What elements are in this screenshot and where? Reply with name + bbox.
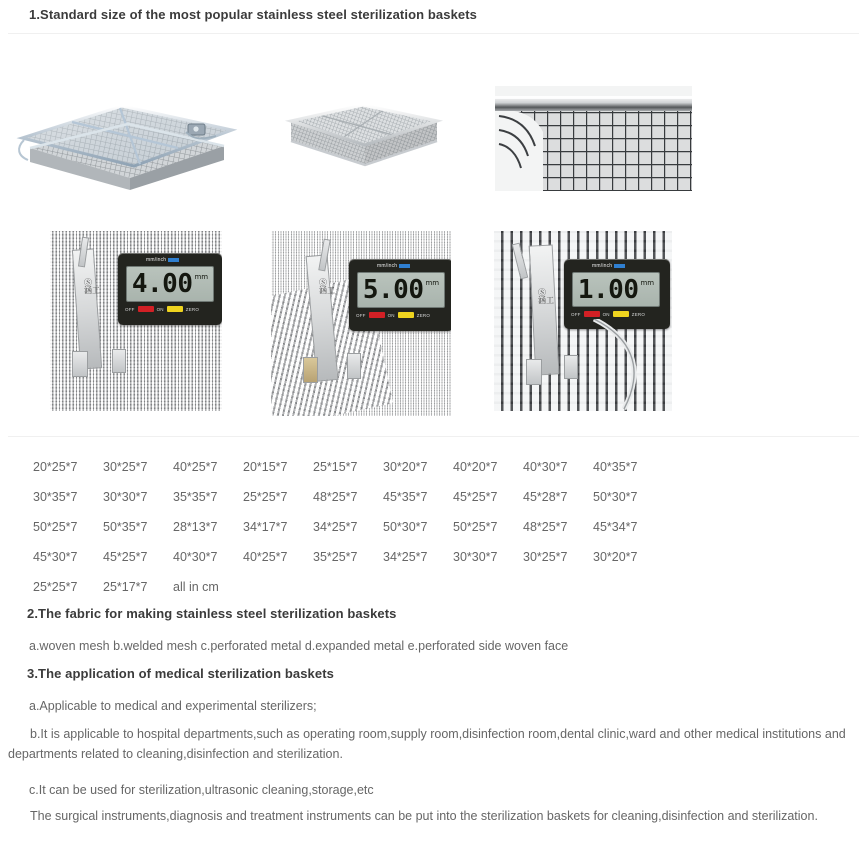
caliper-off-label: OFF <box>356 312 366 318</box>
caliper-zero-label: ZERO <box>185 306 200 312</box>
size-cell: 48*25*7 <box>523 520 568 534</box>
size-cell: 45*35*7 <box>383 490 428 504</box>
caliper-engraving: Ⓢ 涵工 <box>538 288 554 305</box>
size-cell: 25*15*7 <box>313 460 358 474</box>
caliper-power-button[interactable] <box>584 311 600 317</box>
basket-wire-handle <box>590 319 672 411</box>
woven-mesh-closeup-illustration <box>495 86 692 191</box>
size-cell: 34*25*7 <box>383 550 428 564</box>
table-row <box>33 542 673 572</box>
application-item-b: b.It is applicable to hospital departments,such as operating room,supply room,disinfection room,dental clinic,ward and other medical institutions and departments related to cleaning,disinfection and sterilization. <box>8 727 846 761</box>
caliper-lcd-unit: mm <box>194 273 209 281</box>
gallery-row-bottom <box>0 231 867 419</box>
caliper-beam <box>529 244 560 375</box>
caliper-jaw-lower-left <box>526 359 542 385</box>
basket-with-lid-illustration <box>10 86 242 191</box>
size-cell: 45*25*7 <box>453 490 498 504</box>
section-heading-fabric: 2.The fabric for making stainless steel sterilization baskets <box>27 606 397 621</box>
product-photo-caliper-measuring-mesh-5mm[interactable] <box>271 231 451 416</box>
size-cell: 40*25*7 <box>173 460 218 474</box>
size-cell: 25*17*7 <box>103 580 148 594</box>
product-photo-basket-with-hinged-lid[interactable] <box>10 86 242 191</box>
caliper-brand-label: mm/inch <box>377 263 410 269</box>
caliper-jaw-upper <box>318 239 330 272</box>
size-cell: 20*25*7 <box>33 460 78 474</box>
table-row <box>33 482 673 512</box>
size-cell: 40*20*7 <box>453 460 498 474</box>
caliper-power-button[interactable] <box>138 306 154 312</box>
size-table <box>33 452 673 602</box>
size-cell: 50*25*7 <box>33 520 78 534</box>
size-cell: 35*35*7 <box>173 490 218 504</box>
size-cell: 48*25*7 <box>313 490 358 504</box>
caliper-engraving: Ⓢ 涵工 <box>319 278 335 295</box>
size-cell: 40*35*7 <box>593 460 638 474</box>
size-cell: 30*20*7 <box>383 460 428 474</box>
digital-caliper <box>271 231 451 416</box>
size-cell: 30*25*7 <box>103 460 148 474</box>
application-summary: The surgical instruments,diagnosis and treatment instruments can be put into the sterilization baskets for cleaning,disinfection and sterilization. <box>30 809 818 823</box>
size-cell: 25*25*7 <box>243 490 288 504</box>
size-cell: 25*25*7 <box>33 580 78 594</box>
table-row <box>33 512 673 542</box>
size-cell: 20*15*7 <box>243 460 288 474</box>
size-cell: 30*30*7 <box>103 490 148 504</box>
caliper-head <box>349 259 451 331</box>
product-photo-mesh-closeup[interactable] <box>495 86 692 191</box>
page-title: 1.Standard size of the most popular stainless steel sterilization baskets <box>29 7 477 22</box>
mesh-tray-illustration <box>267 91 457 186</box>
caliper-brand-label: mm/inch <box>146 257 179 263</box>
size-cell: 28*13*7 <box>173 520 218 534</box>
product-photo-caliper-measuring-mesh-4mm[interactable] <box>50 231 222 411</box>
caliper-jaw-lower-left <box>72 351 88 377</box>
caliper-button-row[interactable] <box>571 311 645 317</box>
divider-top <box>8 33 859 34</box>
caliper-zero-label: ZERO <box>631 311 646 317</box>
caliper-power-button[interactable] <box>369 312 385 318</box>
caliper-on-label: ON <box>387 312 395 318</box>
caliper-brand-label: mm/inch <box>592 263 625 269</box>
caliper-lcd-screen <box>126 266 214 302</box>
divider-middle <box>8 436 859 437</box>
size-cell: 30*25*7 <box>523 550 568 564</box>
caliper-zero-label: ZERO <box>416 312 431 318</box>
size-cell: 34*17*7 <box>243 520 288 534</box>
table-row <box>33 572 673 602</box>
size-cell: 50*30*7 <box>383 520 428 534</box>
caliper-off-label: OFF <box>571 311 581 317</box>
size-cell: 50*35*7 <box>103 520 148 534</box>
caliper-lcd-value: 4.00 <box>131 269 193 299</box>
application-item-c: c.It can be used for sterilization,ultrasonic cleaning,storage,etc <box>29 783 374 797</box>
caliper-lcd-unit: mm <box>640 279 655 287</box>
size-cell: 35*25*7 <box>313 550 358 564</box>
brand-chip <box>168 258 179 262</box>
caliper-lcd-screen <box>357 272 445 308</box>
size-cell: 50*30*7 <box>593 490 638 504</box>
fabric-list: a.woven mesh b.welded mesh c.perforated metal d.expanded metal e.perforated side woven face <box>29 639 569 653</box>
caliper-jaw-lower-right <box>112 349 126 373</box>
caliper-on-label: ON <box>156 306 164 312</box>
size-cell: 45*25*7 <box>103 550 148 564</box>
product-photo-caliper-measuring-wire-1mm[interactable] <box>494 231 672 411</box>
brand-chip <box>399 264 410 268</box>
caliper-lcd-value: 5.00 <box>362 275 424 305</box>
caliper-engraving: Ⓢ 涵工 <box>84 278 100 295</box>
size-unit-note: all in cm <box>173 580 219 594</box>
size-cell: 45*34*7 <box>593 520 638 534</box>
caliper-button-row[interactable] <box>356 312 430 318</box>
table-row <box>33 452 673 482</box>
caliper-jaw-lower-right <box>347 353 361 379</box>
product-photo-mesh-tray[interactable] <box>267 91 457 186</box>
caliper-jaw-upper <box>512 243 528 280</box>
size-cell: 30*30*7 <box>453 550 498 564</box>
size-cell: 40*30*7 <box>523 460 568 474</box>
size-cell: 50*25*7 <box>453 520 498 534</box>
caliper-button-row[interactable] <box>125 306 199 312</box>
caliper-zero-button[interactable] <box>167 306 183 312</box>
size-cell: 40*30*7 <box>173 550 218 564</box>
caliper-off-label: OFF <box>125 306 135 312</box>
caliper-head <box>118 253 222 325</box>
size-cell: 40*25*7 <box>243 550 288 564</box>
size-cell: 34*25*7 <box>313 520 358 534</box>
caliper-zero-button[interactable] <box>398 312 414 318</box>
caliper-jaw-lower-left <box>303 357 318 383</box>
caliper-lcd-screen <box>572 272 660 307</box>
product-image-gallery <box>0 46 867 426</box>
section-heading-application: 3.The application of medical sterilization baskets <box>27 666 334 681</box>
caliper-lcd-unit: mm <box>425 279 440 287</box>
size-cell: 30*20*7 <box>593 550 638 564</box>
gallery-row-top <box>0 46 867 186</box>
caliper-lcd-value: 1.00 <box>577 274 639 305</box>
caliper-jaw-lower-right <box>564 355 578 379</box>
size-cell: 45*28*7 <box>523 490 568 504</box>
digital-caliper <box>50 231 222 411</box>
size-cell: 45*30*7 <box>33 550 78 564</box>
digital-caliper <box>494 231 672 411</box>
brand-chip <box>614 264 625 268</box>
caliper-zero-button[interactable] <box>613 311 629 317</box>
size-cell: 30*35*7 <box>33 490 78 504</box>
caliper-on-label: ON <box>602 311 610 317</box>
application-item-a: a.Applicable to medical and experimental sterilizers; <box>29 699 317 713</box>
